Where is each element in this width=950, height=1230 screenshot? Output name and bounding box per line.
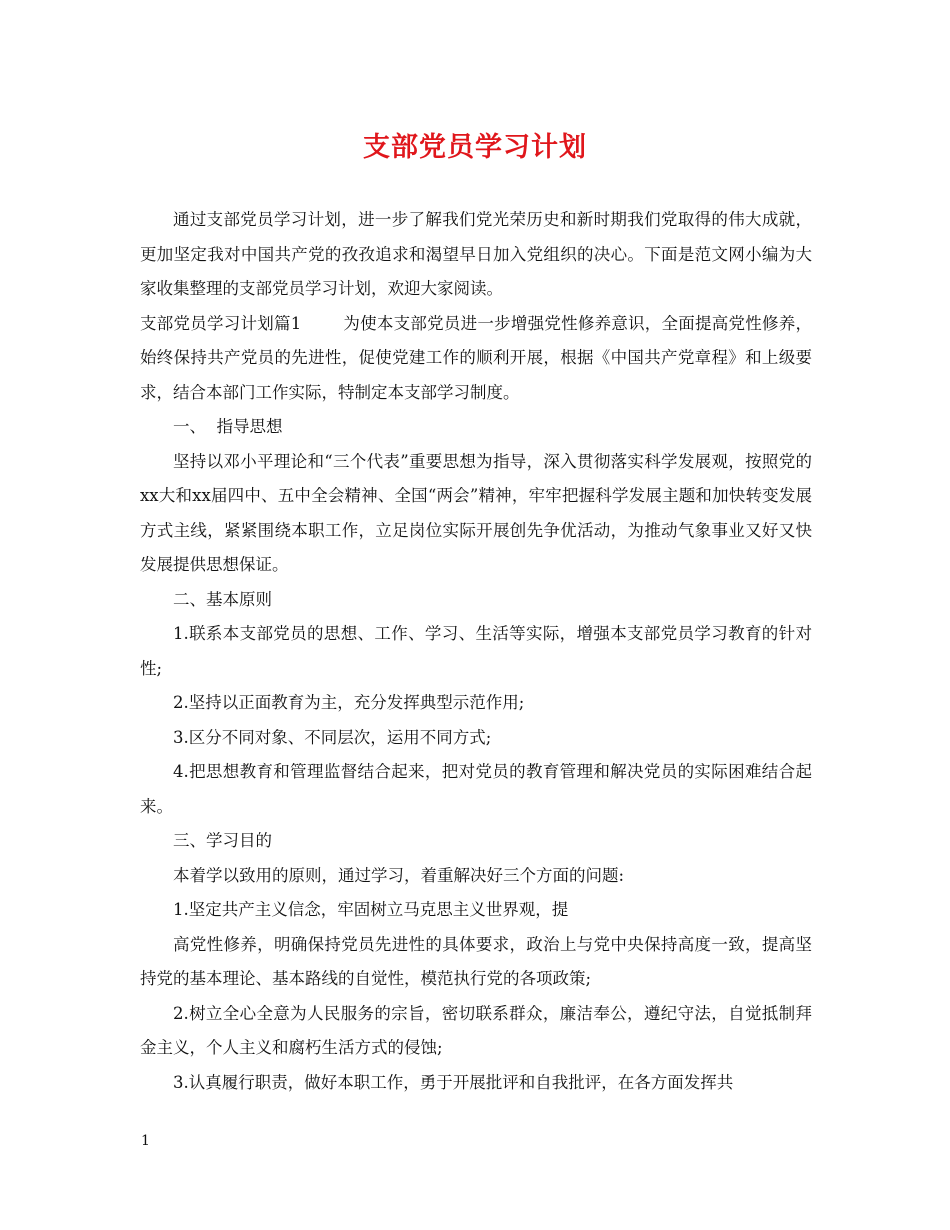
document-body xyxy=(140,203,812,1100)
paragraph-article-1 xyxy=(140,307,812,411)
heading-basic-principles: 二、基本原则 xyxy=(173,589,272,609)
paragraph-study-purpose: 本着学以致用的原则，通过学习，着重解决好三个方面的问题: xyxy=(173,865,625,885)
paragraph-intro: 通过支部党员学习计划，进一步了解我们党光荣历史和新时期我们党取得的伟大成就，更加坚定我对中国共产党的孜孜追求和渴望早日加入党组织的决心。下面是范文网小编为大家收集整理的支部党员学习计划，欢迎大家阅读。 xyxy=(140,210,812,298)
document-title: 支部党员学习计划 xyxy=(363,132,587,163)
purpose-item-1-continued: 高党性修养，明确保持党员先进性的具体要求，政治上与党中央保持高度一致，提高坚持党的基本理论、基本路线的自觉性，模范执行党的各项政策; xyxy=(140,934,812,988)
principle-item-4: 4.把思想教育和管理监督结合起来，把对党员的教育管理和解决党员的实际困难结合起来。 xyxy=(140,762,812,816)
purpose-item-1: 1.坚定共产主义信念，牢固树立马克思主义世界观，提 xyxy=(173,900,569,919)
heading-study-purpose: 三、学习目的 xyxy=(173,831,272,850)
article-label: 支部党员学习计划篇1 xyxy=(140,313,302,333)
paragraph-guiding-ideology: 坚持以邓小平理论和“三个代表”重要思想为指导，深入贯彻落实科学发展观，按照党的xx大和xx届四中、五中全会精神、全国“两会”精神，牢牢把握科学发展主题和加快转变发展方式主线，紧紧围绕本职工作，立足岗位实际开展创先争优活动，为推动气象事业又好又快发展提供思想保证。 xyxy=(140,451,812,574)
principle-item-3: 3.区分不同对象、不同层次，运用不同方式; xyxy=(173,727,492,747)
principle-item-1: 1.联系本支部党员的思想、工作、学习、生活等实际，增强本支部党员学习教育的针对性; xyxy=(140,624,812,678)
purpose-item-2: 2.树立全心全意为人民服务的宗旨，密切联系群众，廉洁奉公，遵纪守法，自觉抵制拜金主义，个人主义和腐朽生活方式的侵蚀; xyxy=(140,1003,812,1057)
page-number: 1 xyxy=(141,1133,150,1149)
article-lead-text: 为使本支部党员进一步增强党性修养意识，全面提高党性修养，始终保持共产党员的先进性，促使党建工作的顺利开展，根据《中国共产党章程》和上级要求，结合本部门工作实际，特制定本支部学习制度。 xyxy=(140,313,812,402)
heading-guiding-ideology: 一、 指导思想 xyxy=(173,417,283,436)
purpose-item-3: 3.认真履行职责，做好本职工作，勇于开展批评和自我批评，在各方面发挥共 xyxy=(173,1072,734,1092)
principle-item-2: 2.坚持以正面教育为主，充分发挥典型示范作用; xyxy=(173,693,525,712)
